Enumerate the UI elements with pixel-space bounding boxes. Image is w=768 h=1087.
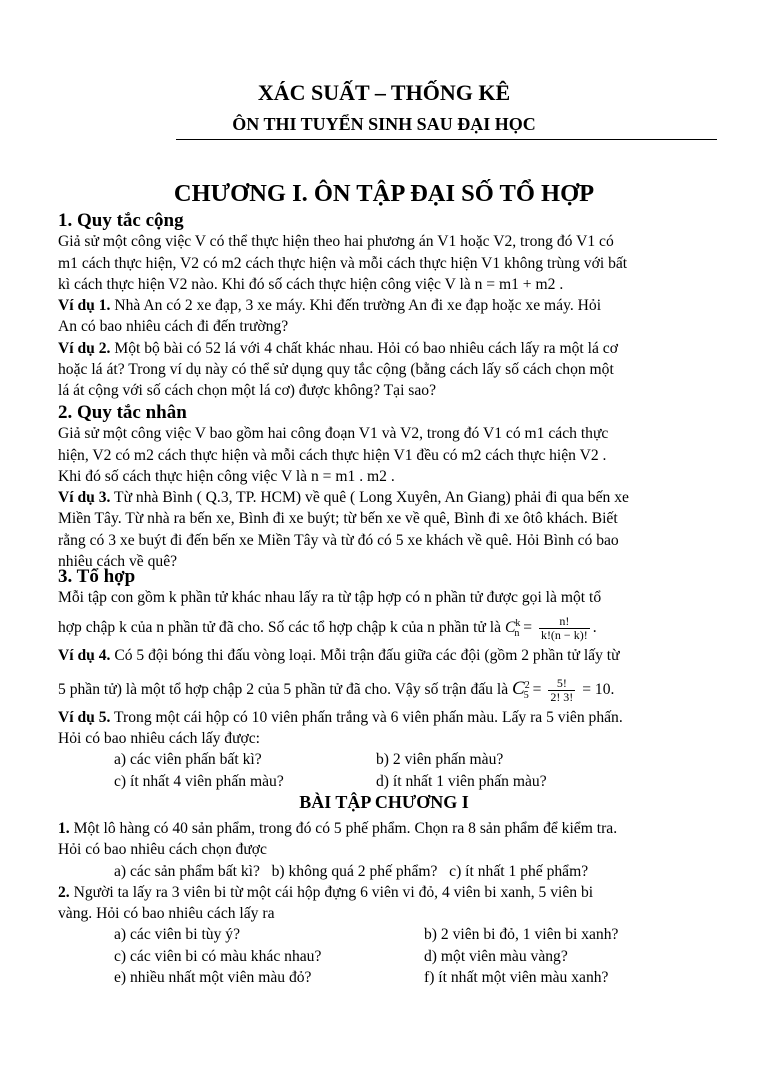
example-text: Từ nhà Bình ( Q.3, TP. HCM) về quê ( Long Xuyên, An Giang) phải đi qua bến xe: [110, 489, 629, 507]
paragraph-line: An có bao nhiêu cách đi đến trường?: [58, 318, 289, 336]
example-2: [58, 338, 718, 359]
paragraph-line: Hỏi có bao nhiêu cách lấy được:: [58, 730, 261, 748]
formula-c: C: [504, 618, 516, 636]
document-subtitle: ÔN THI TUYỂN SINH SAU ĐẠI HỌC: [232, 114, 536, 134]
paragraph-line: rằng có 3 xe buýt đi đến bến xe Miền Tây và từ đó có 5 xe khách về quê. Hỏi Bình có bao: [58, 531, 619, 549]
option-e: e) nhiều nhất một viên màu đỏ?: [114, 969, 312, 987]
options-row: [58, 749, 718, 770]
formula-sub: 5: [523, 690, 529, 702]
example-1: [58, 295, 718, 316]
example-text: Trong một cái hộp có 10 viên phấn trắng và 6 viên phấn màu. Lấy ra 5 viên phấn.: [110, 708, 623, 726]
option-b: b) 2 viên phấn màu?: [376, 751, 504, 769]
formula-line: [58, 609, 718, 642]
fraction-denominator: k!(n − k)!: [540, 627, 588, 642]
paragraph-line: Hỏi có bao nhiêu cách chọn được: [58, 841, 267, 859]
example-text: Nhà An có 2 xe đạp, 3 xe máy. Khi đến trường An đi xe đạp hoặc xe máy. Hỏi: [110, 297, 602, 315]
formula-sup: 2: [524, 679, 530, 691]
chapter-title: CHƯƠNG I. ÔN TẬP ĐẠI SỐ TỔ HỢP: [173, 180, 595, 207]
section-heading: 1. Quy tắc cộng: [58, 210, 184, 231]
option-c: c) các viên bi có màu khác nhau?: [114, 947, 322, 965]
option-a: a) các viên bi tùy ý?: [114, 926, 240, 944]
example-label: Ví dụ 1.: [58, 297, 111, 315]
paragraph-text: 5 phần tử) là một tổ hợp chập 2 của 5 phần tử đã cho. Vậy số trận đấu là: [58, 681, 509, 699]
example-label: Ví dụ 5.: [58, 708, 111, 726]
paragraph-line: Miền Tây. Từ nhà ra bến xe, Bình đi xe buýt; từ bến xe về quê, Bình đi xe ôtô khách. Biết: [58, 510, 618, 528]
fraction-numerator: 5!: [548, 677, 575, 691]
formula-eq: =: [519, 618, 536, 636]
exercise-2: [58, 882, 718, 903]
formula-n: n: [514, 627, 520, 639]
document-title: XÁC SUẤT – THỐNG KÊ: [257, 80, 511, 105]
example-label: Ví dụ 3.: [58, 489, 111, 507]
exercise-label: 2.: [58, 883, 70, 901]
example-label: Ví dụ 4.: [58, 646, 111, 664]
options-row: [58, 946, 718, 967]
formula-fraction: [539, 615, 590, 642]
section-quy-tac-cong: [58, 210, 718, 402]
section-heading: 3. Tổ hợp: [58, 566, 136, 587]
option-d: d) ít nhất 1 viên phấn màu?: [376, 772, 547, 790]
exercise-list: [58, 818, 718, 988]
options-row: [58, 924, 718, 945]
option-f: f) ít nhất một viên màu xanh?: [424, 969, 609, 987]
formula-k: k: [515, 617, 521, 629]
paragraph-line: Khi đó số cách thực hiện công việc V là n = m1 . m2 .: [58, 467, 395, 485]
formula-end: .: [592, 618, 597, 636]
example-4: [58, 645, 718, 666]
formula-c: C: [512, 678, 525, 700]
paragraph-line: lá át cộng với số cách chọn một lá cơ) được không? Tại sao?: [58, 382, 437, 400]
paragraph-line: hoặc lá át? Trong ví dụ này có thể sử dụng quy tắc cộng (bằng cách lấy số cách chọn một: [58, 361, 614, 379]
header-rule: [176, 139, 717, 140]
example-label: Ví dụ 2.: [58, 339, 111, 357]
exercise-label: 1.: [58, 820, 70, 837]
paragraph-line: vàng. Hỏi có bao nhiêu cách lấy ra: [58, 905, 275, 923]
example-3: [58, 487, 718, 508]
exercise-1: [58, 818, 718, 839]
paragraph-line: kì cách thực hiện V2 nào. Khi đó số cách thực hiện công việc V là n = m1 + m2 .: [58, 275, 564, 293]
formula-end: .: [610, 681, 615, 699]
section-to-hop: [58, 566, 718, 792]
exercise-text: Người ta lấy ra 3 viên bi từ một cái hộp đựng 6 viên vi đỏ, 4 viên bi xanh, 5 viên bi: [69, 883, 594, 901]
fraction-denominator: 2! 3!: [550, 690, 574, 704]
formula-result: = 10: [578, 681, 611, 699]
section-quy-tac-nhan: [58, 402, 718, 572]
example-text: Có 5 đội bóng thi đấu vòng loại. Mỗi trận đấu giữa các đội (gồm 2 phần tử lấy từ: [110, 646, 620, 664]
paragraph-line: Mỗi tập con gồm k phần tử khác nhau lấy ra từ tập hợp có n phần tử được gọi là một tổ: [58, 589, 602, 607]
example-5: [58, 707, 718, 728]
formula-fraction: [548, 677, 575, 704]
exercise-title: BÀI TẬP CHƯƠNG I: [299, 792, 469, 812]
paragraph-line: Giả sử một công việc V bao gồm hai công đoạn V1 và V2, trong đó V1 có m1 cách thực: [58, 425, 609, 443]
fraction-numerator: n!: [539, 615, 590, 629]
exercise-text: Một lô hàng có 40 sản phẩm, trong đó có 5 phế phẩm. Chọn ra 8 sản phẩm để kiểm tra.: [69, 820, 618, 837]
exercise-1-options: a) các sản phẩm bất kì? b) không quá 2 phế phẩm? c) ít nhất 1 phế phẩm?: [114, 862, 589, 880]
paragraph-line: nhiêu cách về quê?: [58, 553, 178, 571]
options-row: [58, 771, 718, 792]
option-c: c) ít nhất 4 viên phấn màu?: [114, 772, 284, 790]
paragraph-line: hiện, V2 có m2 cách thực hiện và mỗi cách thực hiện V1 đều có m2 cách thực hiện V2 .: [58, 446, 607, 464]
options-row: [58, 967, 718, 988]
option-d: d) một viên màu vàng?: [424, 947, 568, 965]
section-heading: 2. Quy tắc nhân: [58, 402, 187, 423]
paragraph-line: Giả sử một công việc V có thể thực hiện theo hai phương án V1 hoặc V2, trong đó V1 có: [58, 233, 614, 251]
option-a: a) các viên phấn bất kì?: [114, 751, 262, 769]
option-b: b) 2 viên bi đỏ, 1 viên bi xanh?: [424, 926, 619, 944]
example-text: Một bộ bài có 52 lá với 4 chất khác nhau. Hỏi có bao nhiêu cách lấy ra một lá cơ: [110, 339, 618, 357]
paragraph-text: hợp chập k của n phần tử đã cho. Số các tổ hợp chập k của n phần tử là: [58, 618, 502, 636]
formula-line-ex4: 5 phần tử) là một tổ hợp chập 2 của 5 phần tử đã cho. Vậy số trận đấu là $C^2_5$ = $\frac{5!}{2! 3!}$ = 10.: [58, 676, 615, 704]
paragraph-line: m1 cách thực hiện, V2 có m2 cách thực hiện và mỗi cách thực hiện V1 không trùng với bất: [58, 254, 628, 272]
